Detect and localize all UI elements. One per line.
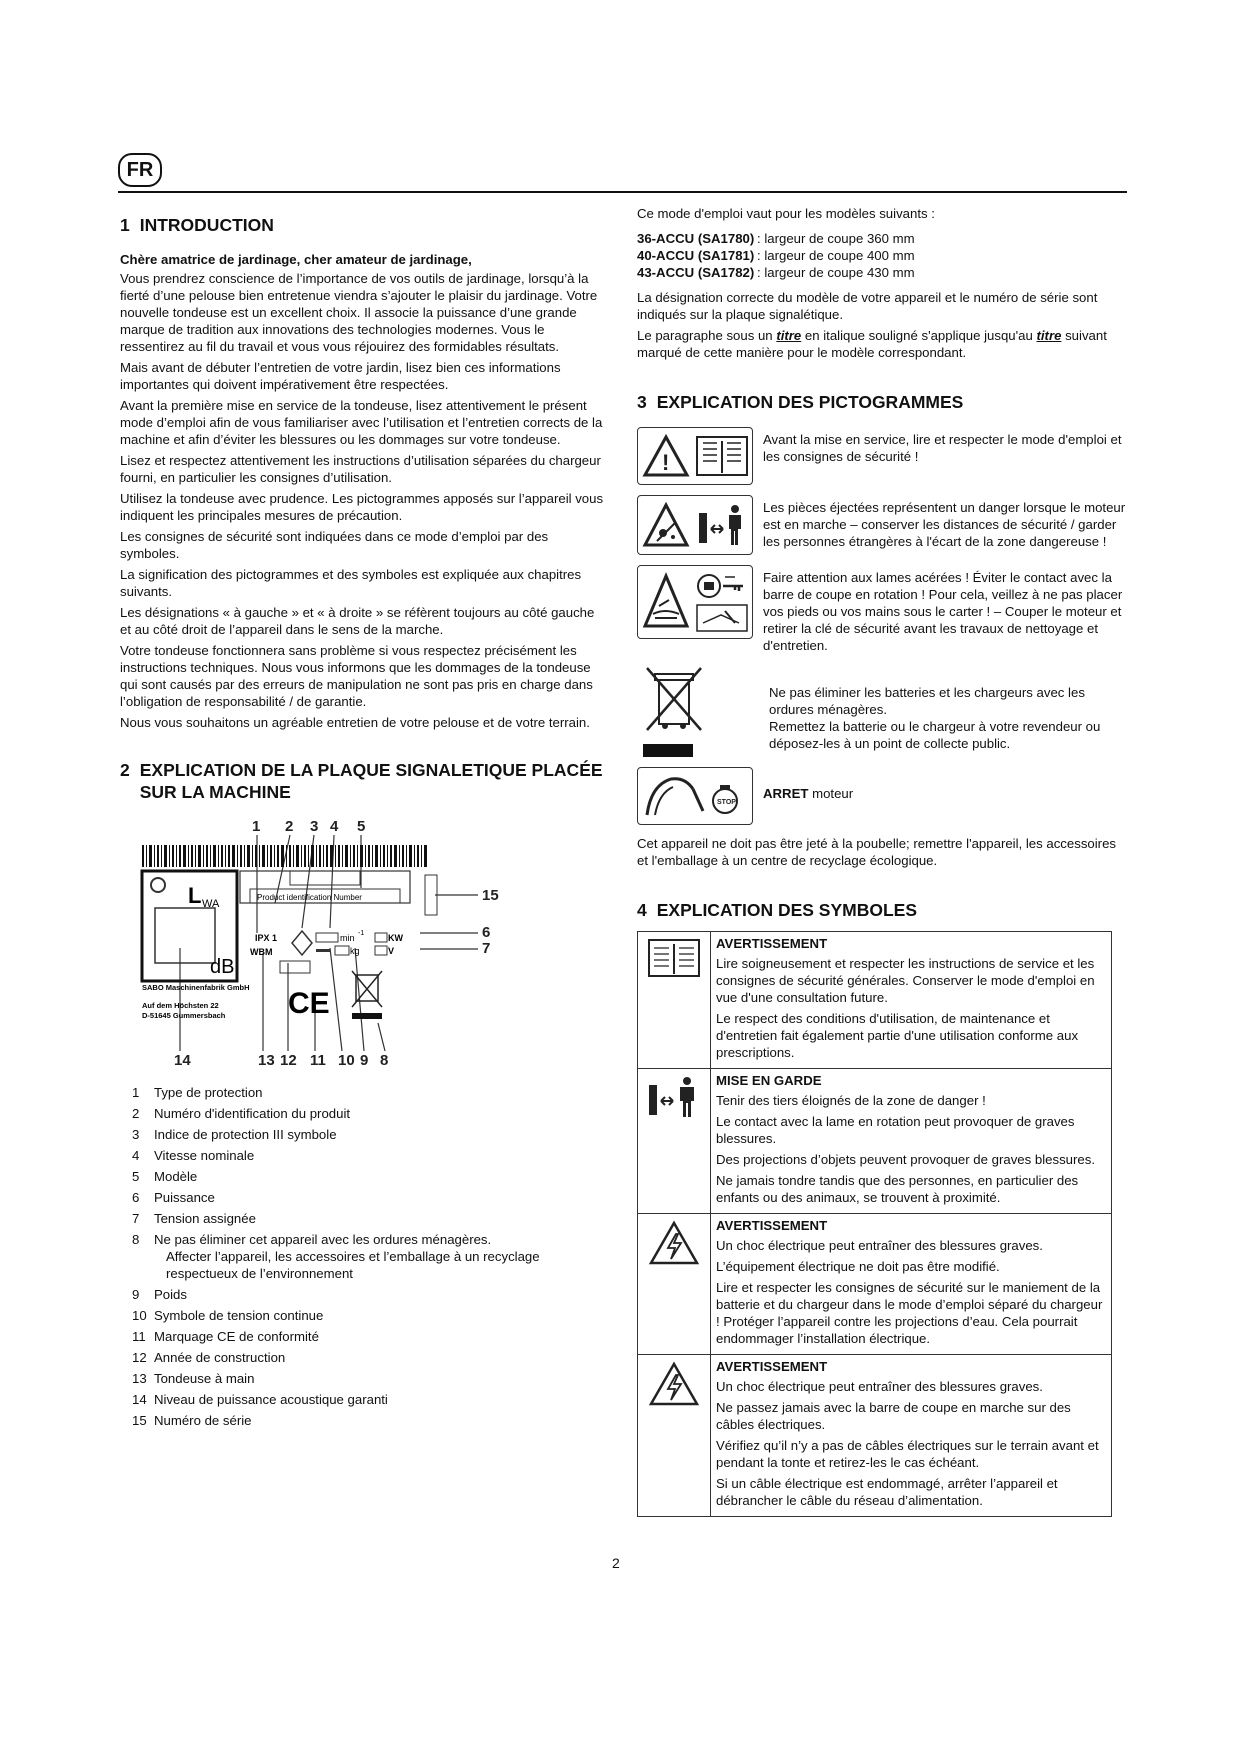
callout-9: 9: [360, 1052, 369, 1069]
legend-item: 13 Tondeuse à main: [132, 1371, 255, 1386]
models-intro: Ce mode d'emploi vaut pour les modèles suivants :: [637, 206, 935, 221]
callout-6: 6: [482, 924, 491, 941]
symbol-row: AVERTISSEMENT Un choc électrique peut entraîner des blessures graves. L’équipement électrique ne doit pas être modifié. Lire et respecter les consignes de sécurité sur le maniement de la batterie et du chargeur dans le mode d’emploi séparé du chargeur ! Protéger l’appareil contre les projections d’eau. Cela pourrait endommager l’installation électrique.: [638, 1214, 1112, 1355]
pin-label: Product identification Number: [257, 893, 362, 902]
legend-item: 14 Niveau de puissance acoustique garanti: [132, 1392, 388, 1407]
svg-text:!: !: [662, 450, 670, 475]
read-manual-small-icon: [695, 603, 749, 633]
crossed-bin-icon: [643, 664, 705, 734]
ce-mark: CE: [288, 987, 330, 1020]
intro-paragraph: Nous vous souhaitons un agréable entretien de votre pelouse et de votre terrain.: [120, 715, 590, 730]
legend-item: 6 Puissance: [132, 1190, 215, 1205]
callout-8: 8: [380, 1052, 389, 1069]
address-line-2: D-51645 Gummersbach: [142, 1011, 226, 1020]
intro-paragraph: Mais avant de débuter l’entretien de votre jardin, lisez bien ces informations importantes qui doivent impérativement être respectées.: [120, 360, 561, 392]
picto-description: Les pièces éjectées représentent un danger lorsque le moteur est en marche – conserver les distances de sécurité / garder les personnes étrangères à l'écart de la zone dangereuse !: [763, 500, 1126, 549]
language-badge: FR: [118, 153, 162, 187]
legend-item: 3 Indice de protection III symbole: [132, 1127, 337, 1142]
weee-bar: [643, 744, 693, 757]
symbols-table: [637, 931, 1112, 1517]
legend-item: 10 Symbole de tension continue: [132, 1308, 324, 1323]
weee-icon: [352, 971, 382, 1007]
remove-key-icon: [695, 571, 749, 601]
picto-row: [637, 664, 1127, 757]
picto-row: [637, 495, 1127, 555]
db-label: dB: [210, 956, 235, 978]
callout-13: 13: [258, 1052, 275, 1069]
intro-paragraph: Avant la première mise en service de la tondeuse, lisez attentivement le présent mode d’emploi afin de vous familiariser avec l’utilisation et l’entretien corrects de la machine et afin d’éviter les blessures ou les dommages sur votre tondeuse.: [120, 398, 603, 447]
legend-item: 1 Type de protection: [132, 1085, 263, 1100]
intro-paragraph: Les désignations « à gauche » et « à droite » se réfèrent toujours au côté gauche et au côté droit de l’appareil dans le sens de la marche.: [120, 605, 595, 637]
header-rule: [118, 191, 1127, 193]
intro-paragraph: Vous prendrez conscience de l’importance de vos outils de jardinage, lorsqu’à la fierté d’une pelouse bien entretenue viendra s’ajouter le plaisir du jardinage. Votre nouvelle tondeuse est un excellent choix. Il associe la puissance d’une grande marque de tradition aux innovations des technologies modernes. Vous le ressentirez au fil du travail et vous vous réjouirez des formidables résultats.: [120, 271, 598, 354]
intro-paragraph: La signification des pictogrammes et des symboles est expliquée aux chapitres suivants.: [120, 567, 582, 599]
recycling-note: Cet appareil ne doit pas être jeté à la poubelle; remettre l'appareil, les accessoires et l'emballage à un centre de recyclage écologique.: [637, 836, 1116, 868]
models-titre-note: Le paragraphe sous un titre en italique souligné s'applique jusqu'au titre suivant marqué de cette manière pour le modèle correspondant.: [637, 328, 1107, 360]
legend-item: 5 Modèle: [132, 1169, 198, 1184]
plate-legend-list: [120, 1084, 608, 1429]
maker-label: SABO Maschinenfabrik GmbH: [142, 983, 250, 992]
picto-description: ARRET moteur: [763, 786, 854, 801]
min-sup: -1: [358, 930, 365, 937]
electric-shock-icon: [648, 1220, 700, 1266]
section-title: INTRODUCTION: [139, 215, 274, 235]
picto-description: Avant la mise en service, lire et respecter le mode d'emploi et les consignes de sécurité !: [763, 432, 1122, 464]
legend-item: 9 Poids: [132, 1287, 187, 1302]
blade-warning-icon: [641, 572, 691, 632]
picto-row: [637, 767, 1127, 825]
callout-2: 2: [285, 818, 294, 835]
section-3-heading: 3 EXPLICATION DES PICTOGRAMMES: [637, 392, 964, 412]
read-manual-picto: [637, 427, 753, 485]
callout-7: 7: [482, 940, 491, 957]
picto-row: [637, 427, 1127, 485]
model-row: 40-ACCU (SA1781) : largeur de coupe 400 mm: [637, 248, 915, 263]
callout-3: 3: [310, 818, 319, 835]
stop-engine-picto: [637, 767, 753, 825]
legend-item: 11 Marquage CE de conformité: [132, 1329, 319, 1344]
model-row: 36-ACCU (SA1780) : largeur de coupe 360 mm: [637, 231, 915, 246]
callout-1: 1: [252, 818, 261, 835]
legend-item: 7 Tension assignée: [132, 1211, 256, 1226]
keep-distance-icon: [647, 1075, 701, 1119]
warning-triangle-icon: [641, 433, 691, 479]
v-label: V: [388, 946, 395, 956]
symbol-row: MISE EN GARDE Tenir des tiers éloignés de la zone de danger ! Le contact avec la lame en rotation peut provoquer de graves blessures. Des projections d’objets peuvent provoquer de graves blessures. Ne jamais tondre tandis que des personnes, en particulier des enfants ou des animaux, se trouvent à proximité.: [638, 1069, 1112, 1214]
section-title: EXPLICATION DE LA PLAQUE SIGNALETIQUE PLACÉE SUR LA MACHINE: [139, 760, 603, 802]
legend-item: 4 Vitesse nominale: [132, 1148, 255, 1163]
section-number: 1: [120, 215, 130, 235]
intro-paragraph: Votre tondeuse fonctionnera sans problème si vous respectez précisément les instructions techniques. Nous vous informons que les dommages de la tondeuse qui sont causés par des erreurs de manipulation ne sont pas pris en charge dans l’obligation de responsabilité / de garantie.: [120, 643, 593, 709]
ejected-parts-icon: [641, 501, 691, 549]
section-number: 2: [120, 760, 130, 780]
lwa-sub: WA: [202, 898, 220, 910]
lwa-label: L: [188, 883, 202, 908]
min-label: min: [340, 933, 355, 943]
section-1-heading: [120, 214, 608, 236]
manual-book-icon: [647, 938, 701, 978]
legend-item: 2 Numéro d'identification du produit: [132, 1106, 351, 1121]
page-number: 2: [612, 1555, 620, 1571]
section-2-heading: [120, 759, 608, 803]
keep-distance-icon: [695, 501, 749, 549]
weee-picto: [637, 664, 759, 757]
models-note: La désignation correcte du modèle de votre appareil et le numéro de série sont indiqués sur la plaque signalétique.: [637, 290, 1098, 322]
manual-book-icon: [695, 433, 749, 479]
callout-12: 12: [280, 1052, 297, 1069]
kw-label: KW: [388, 933, 403, 943]
stop-engine-icon: [641, 771, 745, 821]
sharp-blades-picto: [637, 565, 753, 639]
intro-paragraph: Utilisez la tondeuse avec prudence. Les pictogrammes apposés sur l’appareil vous indiquent les principales mesures de précaution.: [120, 491, 604, 523]
picto-row: [637, 565, 1127, 654]
right-column: [637, 205, 1127, 1517]
model-row: 43-ACCU (SA1782) : largeur de coupe 430 mm: [637, 265, 915, 280]
picto-description: Faire attention aux lames acérées ! Éviter le contact avec la barre de coupe en rotation ! Pour cela, veillez à ne pas placer vos pieds ou vos mains sous le carter ! – Couper le moteur et retirer la clé de sécurité avant les travaux de nettoyage et d'entretien.: [763, 570, 1123, 653]
legend-item: 15 Numéro de série: [132, 1413, 252, 1428]
stop-label: STOP: [717, 799, 736, 806]
greeting: Chère amatrice de jardinage, cher amateur de jardinage,: [120, 252, 472, 267]
legend-item: 12 Année de construction: [132, 1350, 286, 1365]
intro-paragraph: Les consignes de sécurité sont indiquées dans ce mode d’emploi par des symboles.: [120, 529, 549, 561]
intro-paragraph: Lisez et respectez attentivement les instructions d’utilisation séparées du chargeur fourni, en particulier les consignes d’utilisation.: [120, 453, 601, 485]
callout-5: 5: [357, 818, 366, 835]
callout-10: 10: [338, 1052, 355, 1069]
ejected-parts-picto: [637, 495, 753, 555]
models-list: [637, 230, 1127, 281]
callout-15: 15: [482, 887, 499, 904]
symbol-row: AVERTISSEMENT Un choc électrique peut entraîner des blessures graves. Ne passez jamais avec la barre de coupe en marche sur des câbles électriques. Vérifiez qu’il n’y a pas de câbles électriques sur le terrain avant et pendant la tonte et retirez-les le cas échéant. Si un câble électrique est endommagé, arrêter l’appareil et débrancher le câble du réseau d’alimentation.: [638, 1355, 1112, 1517]
barcode-graphic: [142, 845, 427, 867]
address-line-1: Auf dem Höchsten 22: [142, 1001, 219, 1010]
wbm-label: WBM: [250, 947, 273, 957]
callout-4: 4: [330, 818, 339, 835]
symbol-row: AVERTISSEMENT Lire soigneusement et respecter les instructions de service et les consignes de sécurité générales. Conserver le mode d'emploi en vue d'une consultation future. Le respect des conditions d'utilisation, de maintenance et d'entretien fait également partie d'une utilisation conforme aux prescriptions.: [638, 932, 1112, 1069]
section-4-heading: 4 EXPLICATION DES SYMBOLES: [637, 900, 917, 920]
callout-14: 14: [174, 1052, 191, 1069]
electric-shock-icon: [648, 1361, 700, 1407]
legend-item: 8 Ne pas éliminer cet appareil avec les ordures ménagères. Affecter l’appareil, les accessoires et l’emballage à un recyclage respectueux de l’environnement: [132, 1232, 540, 1281]
rating-plate-svg: [130, 813, 540, 1078]
left-column: [120, 214, 608, 1433]
ipx-label: IPX 1: [255, 933, 278, 943]
picto-description: Ne pas éliminer les batteries et les chargeurs avec les ordures ménagères. Remettez la batterie ou le chargeur à votre revendeur ou déposez-les à un point de collecte public.: [769, 685, 1101, 751]
kg-label: kg: [350, 946, 360, 956]
callout-11: 11: [310, 1052, 326, 1069]
rating-plate-figure: [130, 813, 540, 1078]
